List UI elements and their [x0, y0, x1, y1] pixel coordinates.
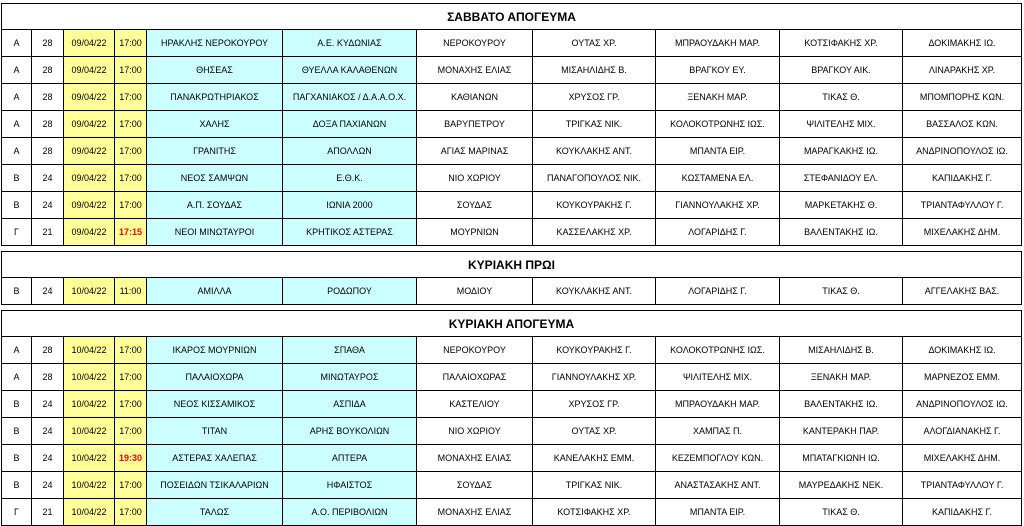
round-cell: 21 — [32, 499, 64, 526]
category-cell: Β — [2, 445, 32, 472]
venue-cell: ΒΑΡΥΠΕΤΡΟΥ — [417, 111, 533, 138]
time-cell: 17:00 — [115, 30, 147, 57]
venue-cell: ΝΕΡΟΚΟΥΡΟΥ — [417, 337, 533, 364]
assistant1-cell: ΛΟΓΑΡΙΔΗΣ Γ. — [656, 278, 780, 305]
round-cell: 24 — [32, 165, 64, 192]
assistant1-cell: ΚΕΖΕΜΠΟΓΛΟΥ ΚΩΝ. — [656, 445, 780, 472]
section-title: ΚΥΡΙΑΚΗ ΑΠΟΓΕΥΜΑ — [2, 311, 1022, 337]
observer-cell: ΛΙΝΑΡΑΚΗΣ ΧΡ. — [903, 57, 1022, 84]
observer-cell: ΑΛΟΓΔΙΑΝΑΚΗΣ Γ. — [903, 418, 1022, 445]
match-row — [2, 418, 1022, 445]
home-team-cell: ΑΣΤΕΡΑΣ ΧΑΛΕΠΑΣ — [147, 445, 283, 472]
assistant2-cell: ΒΡΑΓΚΟΥ ΑΙΚ. — [780, 57, 903, 84]
match-row — [2, 499, 1022, 526]
round-cell: 24 — [32, 192, 64, 219]
referee-cell: ΚΟΤΣΙΦΑΚΗΣ ΧΡ. — [533, 499, 656, 526]
match-row — [2, 30, 1022, 57]
time-cell: 17:15 — [115, 219, 147, 246]
date-cell: 10/04/22 — [64, 391, 115, 418]
date-cell: 09/04/22 — [64, 30, 115, 57]
referee-cell: ΟΥΤΑΣ ΧΡ. — [533, 30, 656, 57]
date-cell: 10/04/22 — [64, 499, 115, 526]
observer-cell: ΜΑΡΝΕΖΟΣ ΕΜΜ. — [903, 364, 1022, 391]
date-cell: 10/04/22 — [64, 445, 115, 472]
match-row — [2, 472, 1022, 499]
round-cell: 24 — [32, 278, 64, 305]
venue-cell: ΝΙΟ ΧΩΡΙΟΥ — [417, 418, 533, 445]
observer-cell: ΜΙΧΕΛΑΚΗΣ ΔΗΜ. — [903, 445, 1022, 472]
observer-cell: ΑΓΓΕΛΑΚΗΣ ΒΑΣ. — [903, 278, 1022, 305]
assistant1-cell: ΜΠΡΑΟΥΔΑΚΗ ΜΑΡ. — [656, 30, 780, 57]
round-cell: 24 — [32, 472, 64, 499]
date-cell: 09/04/22 — [64, 192, 115, 219]
assistant2-cell: ΜΑΡΑΓΚΑΚΗΣ ΙΩ. — [780, 138, 903, 165]
section-header-row — [2, 4, 1022, 30]
venue-cell: ΑΓΙΑΣ ΜΑΡΙΝΑΣ — [417, 138, 533, 165]
observer-cell: ΒΑΣΣΑΛΟΣ ΚΩΝ. — [903, 111, 1022, 138]
referee-cell: ΚΟΥΚΛΑΚΗΣ ΑΝΤ. — [533, 278, 656, 305]
away-team-cell: Ε.Θ.Κ. — [283, 165, 417, 192]
away-team-cell: ΗΦΑΙΣΤΟΣ — [283, 472, 417, 499]
venue-cell: ΜΟΝΑΧΗΣ ΕΛΙΑΣ — [417, 57, 533, 84]
home-team-cell: ΑΜΙΛΛΑ — [147, 278, 283, 305]
match-row — [2, 219, 1022, 246]
match-row — [2, 391, 1022, 418]
category-cell: Β — [2, 192, 32, 219]
match-row — [2, 138, 1022, 165]
fixtures-table — [1, 3, 1022, 526]
time-cell: 11:00 — [115, 278, 147, 305]
observer-cell: ΔΟΚΙΜΑΚΗΣ ΙΩ. — [903, 30, 1022, 57]
category-cell: Α — [2, 337, 32, 364]
home-team-cell: ΗΡΑΚΛΗΣ ΝΕΡΟΚΟΥΡΟΥ — [147, 30, 283, 57]
referee-cell: ΧΡΥΣΟΣ ΓΡ. — [533, 84, 656, 111]
away-team-cell: ΔΟΞΑ ΠΑΧΙΑΝΩΝ — [283, 111, 417, 138]
assistant1-cell: ΚΟΛΟΚΟΤΡΩΝΗΣ ΙΩΣ. — [656, 111, 780, 138]
referee-cell: ΤΡΙΓΚΑΣ ΝΙΚ. — [533, 111, 656, 138]
observer-cell: ΚΑΠΙΔΑΚΗΣ Γ. — [903, 165, 1022, 192]
home-team-cell: ΠΟΣΕΙΔΩΝ ΤΣΙΚΑΛΑΡΙΩΝ — [147, 472, 283, 499]
category-cell: Β — [2, 418, 32, 445]
observer-cell: ΚΑΠΙΔΑΚΗΣ Γ. — [903, 499, 1022, 526]
venue-cell: ΝΙΟ ΧΩΡΙΟΥ — [417, 165, 533, 192]
away-team-cell: ΜΙΝΩΤΑΥΡΟΣ — [283, 364, 417, 391]
assistant1-cell: ΜΠΑΝΤΑ ΕΙΡ. — [656, 499, 780, 526]
assistant1-cell: ΛΟΓΑΡΙΔΗΣ Γ. — [656, 219, 780, 246]
venue-cell: ΜΟΝΑΧΗΣ ΕΛΙΑΣ — [417, 445, 533, 472]
assistant1-cell: ΞΕΝΑΚΗ ΜΑΡ. — [656, 84, 780, 111]
match-row — [2, 84, 1022, 111]
venue-cell: ΜΟΝΑΧΗΣ ΕΛΙΑΣ — [417, 499, 533, 526]
assistant2-cell: ΜΑΥΡΕΔΑΚΗΣ ΝΕΚ. — [780, 472, 903, 499]
date-cell: 10/04/22 — [64, 364, 115, 391]
observer-cell: ΑΝΔΡΙΝΟΠΟΥΛΟΣ ΙΩ. — [903, 391, 1022, 418]
category-cell: Α — [2, 57, 32, 84]
observer-cell: ΤΡΙΑΝΤΑΦΥΛΛΟΥ Γ. — [903, 192, 1022, 219]
away-team-cell: ΑΠΤΕΡΑ — [283, 445, 417, 472]
match-row — [2, 57, 1022, 84]
home-team-cell: ΝΕΟΙ ΜΙΝΩΤΑΥΡΟΙ — [147, 219, 283, 246]
section-header-row — [2, 252, 1022, 278]
venue-cell: ΚΑΣΤΕΛΙΟΥ — [417, 391, 533, 418]
category-cell: Β — [2, 391, 32, 418]
category-cell: Β — [2, 278, 32, 305]
date-cell: 10/04/22 — [64, 418, 115, 445]
date-cell: 10/04/22 — [64, 472, 115, 499]
section-header-row — [2, 311, 1022, 337]
observer-cell: ΔΟΚΙΜΑΚΗΣ ΙΩ. — [903, 337, 1022, 364]
time-cell: 19:30 — [115, 445, 147, 472]
away-team-cell: ΑΡΗΣ ΒΟΥΚΟΛΙΩΝ — [283, 418, 417, 445]
venue-cell: ΚΑΘΙΑΝΩΝ — [417, 84, 533, 111]
assistant2-cell: ΜΙΣΑΗΛΙΔΗΣ Β. — [780, 337, 903, 364]
time-cell: 17:00 — [115, 192, 147, 219]
away-team-cell: ΣΠΑΘΑ — [283, 337, 417, 364]
venue-cell: ΠΑΛΑΙΟΧΩΡΑΣ — [417, 364, 533, 391]
referee-cell: ΤΡΙΓΚΑΣ ΝΙΚ. — [533, 472, 656, 499]
observer-cell: ΜΙΧΕΛΑΚΗΣ ΔΗΜ. — [903, 219, 1022, 246]
category-cell: Α — [2, 84, 32, 111]
away-team-cell: ΠΑΓΧΑΝΙΑΚΟΣ / Δ.Α.Α.Ο.Χ. — [283, 84, 417, 111]
assistant1-cell: ΜΠΡΑΟΥΔΑΚΗ ΜΑΡ. — [656, 391, 780, 418]
category-cell: Γ — [2, 219, 32, 246]
round-cell: 28 — [32, 84, 64, 111]
category-cell: Α — [2, 364, 32, 391]
assistant2-cell: ΒΑΛΕΝΤΑΚΗΣ ΙΩ. — [780, 219, 903, 246]
away-team-cell: Α.Ο. ΠΕΡΙΒΟΛΙΩΝ — [283, 499, 417, 526]
match-row — [2, 192, 1022, 219]
home-team-cell: ΙΚΑΡΟΣ ΜΟΥΡΝΙΩΝ — [147, 337, 283, 364]
observer-cell: ΑΝΔΡΙΝΟΠΟΥΛΟΣ ΙΩ. — [903, 138, 1022, 165]
home-team-cell: ΓΡΑΝΙΤΗΣ — [147, 138, 283, 165]
home-team-cell: ΤΑΛΩΣ — [147, 499, 283, 526]
home-team-cell: ΧΑΛΗΣ — [147, 111, 283, 138]
assistant1-cell: ΚΩΣΤΑΜΕΝΑ ΕΛ. — [656, 165, 780, 192]
away-team-cell: ΑΣΠΙΔΑ — [283, 391, 417, 418]
time-cell: 17:00 — [115, 391, 147, 418]
date-cell: 09/04/22 — [64, 219, 115, 246]
category-cell: Α — [2, 111, 32, 138]
home-team-cell: ΘΗΣΕΑΣ — [147, 57, 283, 84]
assistant2-cell: ΞΕΝΑΚΗ ΜΑΡ. — [780, 364, 903, 391]
round-cell: 28 — [32, 364, 64, 391]
section-title: ΚΥΡΙΑΚΗ ΠΡΩΙ — [2, 252, 1022, 278]
date-cell: 09/04/22 — [64, 165, 115, 192]
time-cell: 17:00 — [115, 364, 147, 391]
away-team-cell: ΙΩΝΙΑ 2000 — [283, 192, 417, 219]
round-cell: 21 — [32, 219, 64, 246]
referee-cell: ΚΑΝΕΛΑΚΗΣ ΕΜΜ. — [533, 445, 656, 472]
date-cell: 09/04/22 — [64, 111, 115, 138]
date-cell: 10/04/22 — [64, 337, 115, 364]
home-team-cell: ΠΑΝΑΚΡΩΤΗΡΙΑΚΟΣ — [147, 84, 283, 111]
home-team-cell: ΝΕΟΣ ΚΙΣΣΑΜΙΚΟΣ — [147, 391, 283, 418]
assistant1-cell: ΓΙΑΝΝΟΥΛΑΚΗΣ ΧΡ. — [656, 192, 780, 219]
assistant2-cell: ΒΑΛΕΝΤΑΚΗΣ ΙΩ. — [780, 391, 903, 418]
round-cell: 28 — [32, 111, 64, 138]
date-cell: 09/04/22 — [64, 57, 115, 84]
home-team-cell: ΠΑΛΑΙΟΧΩΡΑ — [147, 364, 283, 391]
assistant2-cell: ΜΠΑΤΑΓΚΙΩΝΗ ΙΩ. — [780, 445, 903, 472]
match-row — [2, 278, 1022, 305]
category-cell: Α — [2, 138, 32, 165]
time-cell: 17:00 — [115, 472, 147, 499]
time-cell: 17:00 — [115, 418, 147, 445]
match-row — [2, 111, 1022, 138]
venue-cell: ΣΟΥΔΑΣ — [417, 192, 533, 219]
away-team-cell: ΡΟΔΩΠΟΥ — [283, 278, 417, 305]
assistant1-cell: ΧΑΜΠΑΣ Π. — [656, 418, 780, 445]
referee-cell: ΜΙΣΑΗΛΙΔΗΣ Β. — [533, 57, 656, 84]
assistant2-cell: ΜΑΡΚΕΤΑΚΗΣ Θ. — [780, 192, 903, 219]
round-cell: 28 — [32, 138, 64, 165]
assistant1-cell: ΒΡΑΓΚΟΥ ΕΥ. — [656, 57, 780, 84]
home-team-cell: ΝΕΟΣ ΣΑΜΨΩΝ — [147, 165, 283, 192]
section-title: ΣΑΒΒΑΤΟ ΑΠΟΓΕΥΜΑ — [2, 4, 1022, 30]
away-team-cell: ΑΠΟΛΛΩΝ — [283, 138, 417, 165]
round-cell: 28 — [32, 57, 64, 84]
assistant1-cell: ΑΝΑΣΤΑΣΑΚΗΣ ΑΝΤ. — [656, 472, 780, 499]
round-cell: 28 — [32, 337, 64, 364]
category-cell: Γ — [2, 499, 32, 526]
assistant1-cell: ΨΙΛΙΤΕΛΗΣ ΜΙΧ. — [656, 364, 780, 391]
date-cell: 09/04/22 — [64, 138, 115, 165]
assistant2-cell: ΚΟΤΣΙΦΑΚΗΣ ΧΡ. — [780, 30, 903, 57]
date-cell: 09/04/22 — [64, 84, 115, 111]
time-cell: 17:00 — [115, 337, 147, 364]
fixtures-body — [2, 4, 1022, 526]
round-cell: 28 — [32, 30, 64, 57]
home-team-cell: Α.Π. ΣΟΥΔΑΣ — [147, 192, 283, 219]
observer-cell: ΤΡΙΑΝΤΑΦΥΛΛΟΥ Γ. — [903, 472, 1022, 499]
assistant2-cell: ΣΤΕΦΑΝΙΔΟΥ ΕΛ. — [780, 165, 903, 192]
date-cell: 10/04/22 — [64, 278, 115, 305]
assistant2-cell: ΨΙΛΙΤΕΛΗΣ ΜΙΧ. — [780, 111, 903, 138]
away-team-cell: ΚΡΗΤΙΚΟΣ ΑΣΤΕΡΑΣ — [283, 219, 417, 246]
assistant2-cell: ΚΑΝΤΕΡΑΚΗ ΠΑΡ. — [780, 418, 903, 445]
assistant1-cell: ΚΟΛΟΚΟΤΡΩΝΗΣ ΙΩΣ. — [656, 337, 780, 364]
time-cell: 17:00 — [115, 138, 147, 165]
assistant1-cell: ΜΠΑΝΤΑ ΕΙΡ. — [656, 138, 780, 165]
time-cell: 17:00 — [115, 165, 147, 192]
assistant2-cell: ΤΙΚΑΣ Θ. — [780, 84, 903, 111]
venue-cell: ΣΟΥΔΑΣ — [417, 472, 533, 499]
round-cell: 24 — [32, 391, 64, 418]
referee-cell: ΟΥΤΑΣ ΧΡ. — [533, 418, 656, 445]
match-row — [2, 364, 1022, 391]
match-row — [2, 165, 1022, 192]
venue-cell: ΜΟΔΙΟΥ — [417, 278, 533, 305]
referee-cell: ΧΡΥΣΟΣ ΓΡ. — [533, 391, 656, 418]
match-row — [2, 445, 1022, 472]
referee-cell: ΚΑΣΣΕΛΑΚΗΣ ΧΡ. — [533, 219, 656, 246]
venue-cell: ΝΕΡΟΚΟΥΡΟΥ — [417, 30, 533, 57]
round-cell: 24 — [32, 418, 64, 445]
category-cell: Β — [2, 472, 32, 499]
away-team-cell: ΘΥΕΛΛΑ ΚΑΛΑΘΕΝΩΝ — [283, 57, 417, 84]
time-cell: 17:00 — [115, 57, 147, 84]
referee-cell: ΚΟΥΚΟΥΡΑΚΗΣ Γ. — [533, 337, 656, 364]
observer-cell: ΜΠΟΜΠΟΡΗΣ ΚΩΝ. — [903, 84, 1022, 111]
referee-cell: ΠΑΝΑΓΟΠΟΥΛΟΣ ΝΙΚ. — [533, 165, 656, 192]
category-cell: Β — [2, 165, 32, 192]
time-cell: 17:00 — [115, 84, 147, 111]
venue-cell: ΜΟΥΡΝΙΩΝ — [417, 219, 533, 246]
referee-cell: ΓΙΑΝΝΟΥΛΑΚΗΣ ΧΡ. — [533, 364, 656, 391]
referee-cell: ΚΟΥΚΟΥΡΑΚΗΣ Γ. — [533, 192, 656, 219]
assistant2-cell: ΤΙΚΑΣ Θ. — [780, 278, 903, 305]
assistant2-cell: ΤΙΚΑΣ Θ. — [780, 499, 903, 526]
time-cell: 17:00 — [115, 111, 147, 138]
round-cell: 24 — [32, 445, 64, 472]
away-team-cell: Α.Ε. ΚΥΔΩΝΙΑΣ — [283, 30, 417, 57]
home-team-cell: ΤΙΤΑΝ — [147, 418, 283, 445]
category-cell: Α — [2, 30, 32, 57]
time-cell: 17:00 — [115, 499, 147, 526]
referee-cell: ΚΟΥΚΛΑΚΗΣ ΑΝΤ. — [533, 138, 656, 165]
match-row — [2, 337, 1022, 364]
